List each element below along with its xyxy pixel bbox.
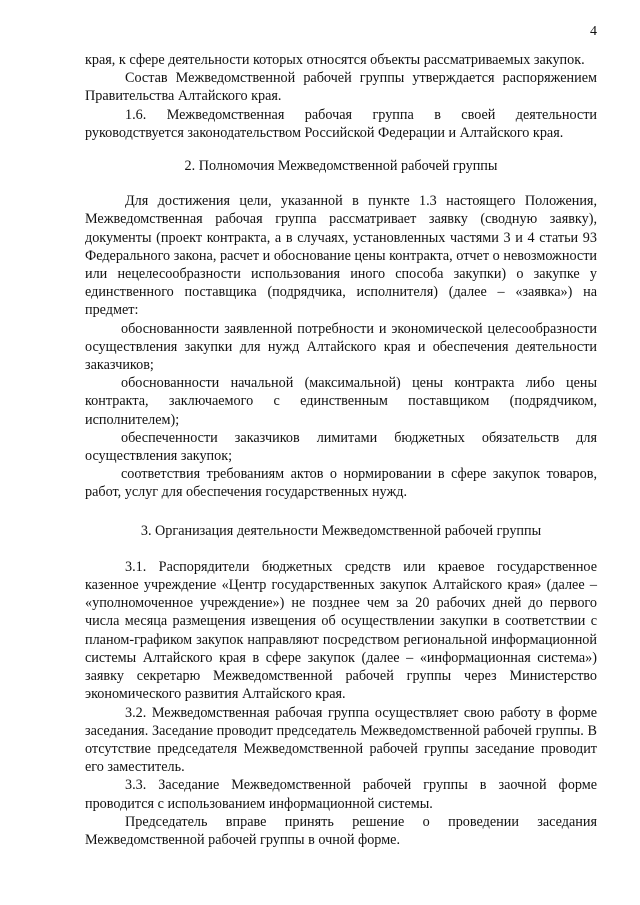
section-heading: 3. Организация деятельности Межведомственной рабочей группы <box>140 522 542 539</box>
paragraph: 1.6. Межведомственная рабочая группа в своей деятельности руководствуется законодательством Российской Федерации и Алтайского края. <box>85 106 597 141</box>
paragraph: 3.3. Заседание Межведомственной рабочей группы в заочной форме проводится с использованием информационной системы. <box>85 777 597 812</box>
paragraph: края, к сфере деятельности которых относятся объекты рассматриваемых закупок. <box>85 52 585 68</box>
list-item: обеспеченности заказчиков лимитами бюджетных обязательств для осуществления закупок; <box>85 429 597 465</box>
list-item: обоснованности начальной (максимальной) цены контракта либо цены контракта, заключаемого с единственным поставщиком (подрядчиком, исполнителем); <box>85 375 597 428</box>
list-item: соответствия требованиям актов о нормировании в сфере закупок товаров, работ, услуг для обеспечения государственных нужд. <box>85 466 597 501</box>
paragraph: Для достижения цели, указанной в пункте 1.3 настоящего Положения, Межведомственная рабочая группа рассматривает заявку (сводную заявку), документы (проект контракта, а в случаях, установленных частями 3 и 4 статьи 93 Федерального закона, расчет и обоснование цены контракта, отчет о невозможности или нецелесообразности использования иного способа закупки) о закупке у единственного поставщика (подрядчика, исполнителя) (далее – «заявка») на предмет: <box>85 193 597 319</box>
paragraph: Состав Межведомственной рабочей группы утверждается распоряжением Правительства Алтайского края. <box>85 70 597 105</box>
paragraph: 3.1. Распорядители бюджетных средств или краевое государственное казенное учреждение «Центр государственных закупок Алтайского края» (далее – «уполномоченное учреждение») не позднее чем за 20 рабочих дней до первого числа месяца размещения извещения об осуществлении закупки в соответствии с планом-графиком закупок направляют посредством региональной информационной системы Алтайского края в сфере закупок (далее – «информационная система») заявку секретарю Межведомственной рабочей группы через Министерство экономического развития Алтайского края. <box>85 558 597 703</box>
paragraph: 3.2. Межведомственная рабочая группа осуществляет свою работу в форме заседания. Заседание проводит председатель Межведомственной рабочей группы. В отсутствие председателя Межведомственной рабочей группы заседание проводит его заместитель. <box>85 704 597 776</box>
document-body <box>85 51 597 849</box>
list-item: обоснованности заявленной потребности и экономической целесообразности осуществления закупки для нужд Алтайского края и обеспечения деятельности заказчиков; <box>85 320 597 374</box>
page-number: 4 <box>590 24 597 39</box>
paragraph: Председатель вправе принять решение о проведении заседания Межведомственной рабочей группы в очной форме. <box>85 813 597 848</box>
section-heading: 2. Полномочия Межведомственной рабочей группы <box>184 158 498 175</box>
